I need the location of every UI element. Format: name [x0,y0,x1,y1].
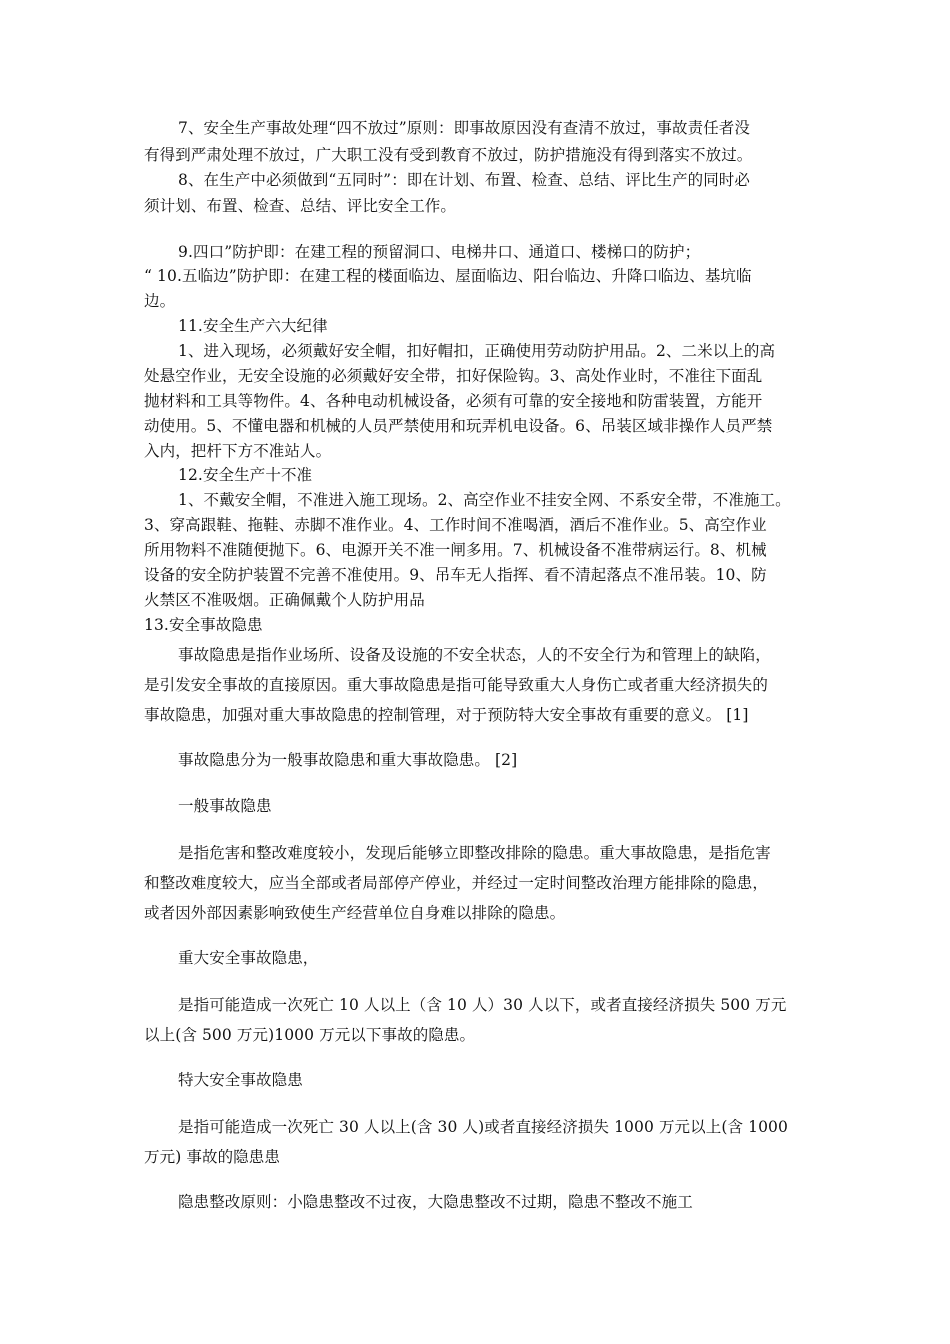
text-line: “ 10.五临边”防护即：在建工程的楼面临边、屋面临边、阳台临边、升降口临边、基坑临 [144,267,752,285]
text-line: 是指可能造成一次死亡 30 人以上(含 30 人)或者直接经济损失 1000 万元以上(含 1000 [178,1118,788,1136]
text-line: 事故隐患分为一般事故隐患和重大事故隐患。 [2] [178,751,518,769]
subheading: 特大安全事故隐患 [178,1071,303,1089]
text-line: 设备的安全防护装置不完善不准使用。9、吊车无人指挥、看不清起落点不准吊装。10、防 [144,566,767,584]
text-line: 是指危害和整改难度较小，发现后能够立即整改排除的隐患。重大事故隐患，是指危害 [178,844,771,862]
text-line: 火禁区不准吸烟。正确佩戴个人防护用品 [144,591,425,609]
text-line: 3、穿高跟鞋、拖鞋、赤脚不准作业。4、工作时间不准喝酒，酒后不准作业。5、高空作业 [144,516,767,534]
text-line: 1、不戴安全帽，不准进入施工现场。2、高空作业不挂安全网、不系安全带，不准施工。 [178,491,791,509]
section-heading: 13.安全事故隐患 [144,616,263,634]
text-line: 有得到严肃处理不放过，广大职工没有受到教育不放过，防护措施没有得到落实不放过。 [144,146,753,164]
text-line: 9.四口”防护即：在建工程的预留洞口、电梯井口、通道口、楼梯口的防护； [178,243,701,261]
subheading: 重大安全事故隐患， [178,949,319,967]
section-heading: 11.安全生产六大纪律 [178,317,328,335]
text-line: 是指可能造成一次死亡 10 人以上（含 10 人）30 人以下，或者直接经济损失 500 万元 [178,996,787,1014]
text-line: 抛材料和工具等物件。4、各种电动机械设备，必须有可靠的安全接地和防雷装置，方能开 [144,392,763,410]
text-line: 1、进入现场，必须戴好安全帽，扣好帽扣，正确使用劳动防护用品。2、二米以上的高 [178,342,776,360]
text-line: 动使用。5、不懂电器和机械的人员严禁使用和玩弄机电设备。6、吊装区域非操作人员严禁 [144,417,773,435]
text-line: 7、安全生产事故处理“四不放过”原则：即事故原因没有查清不放过，事故责任者没 [178,119,751,137]
text-line: 万元) 事故的隐患患 [144,1148,280,1166]
text-line: 或者因外部因素影响致使生产经营单位自身难以排除的隐患。 [144,904,566,922]
text-line: 事故隐患是指作业场所、设备及设施的不安全状态，人的不安全行为和管理上的缺陷， [178,646,771,664]
text-line: 处悬空作业，无安全设施的必须戴好安全带，扣好保险钩。3、高处作业时，不准往下面乱 [144,367,763,385]
text-line: 以上(含 500 万元)1000 万元以下事故的隐患。 [144,1026,476,1044]
section-heading: 12.安全生产十不准 [178,466,313,484]
text-line: 事故隐患，加强对重大事故隐患的控制管理，对于预防特大安全事故有重要的意义。 [1] [144,706,749,724]
text-line: 是引发安全事故的直接原因。重大事故隐患是指可能导致重大人身伤亡或者重大经济损失的 [144,676,769,694]
text-line: 8、在生产中必须做到“五同时”：即在计划、布置、检查、总结、评比生产的同时必 [178,171,751,189]
text-line: 隐患整改原则：小隐患整改不过夜，大隐患整改不过期，隐患不整改不施工 [178,1193,693,1211]
text-line: 入内，把杆下方不准站人。 [144,442,332,460]
text-line: 和整改难度较大，应当全部或者局部停产停业，并经过一定时间整改治理方能排除的隐患， [144,874,769,892]
text-line: 须计划、布置、检查、总结、评比安全工作。 [144,197,457,215]
text-line: 所用物料不准随便抛下。6、电源开关不准一闸多用。7、机械设备不准带病运行。8、机械 [144,541,767,559]
subheading: 一般事故隐患 [178,797,272,815]
text-line: 边。 [144,292,176,310]
